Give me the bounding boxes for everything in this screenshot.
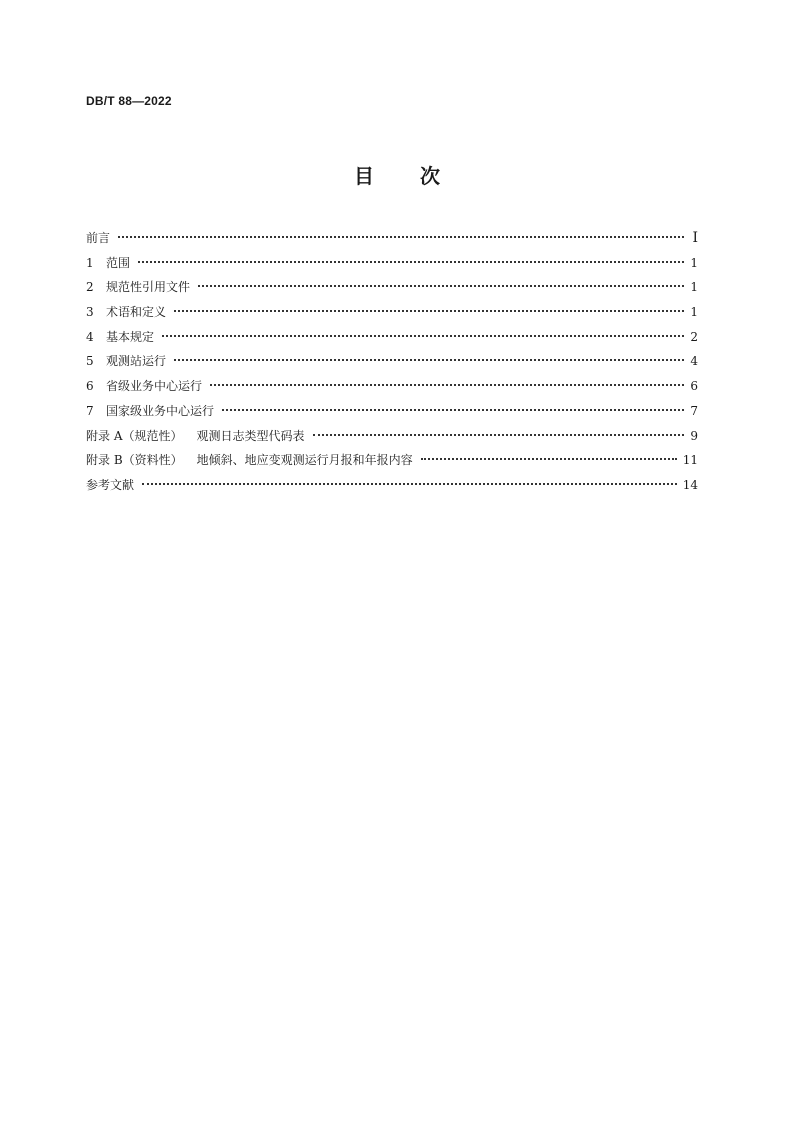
toc-entry-label: 参考文献 [86,477,135,492]
toc-entry-label: 2 规范性引用文件 [86,275,190,300]
toc-entry-normative-references[interactable] [86,275,698,300]
toc-entry-label: 6 省级业务中心运行 [86,374,202,399]
dot-leader [313,434,685,436]
table-of-contents [86,226,698,498]
toc-entry-subtitle: 观测日志类型代码表 [196,428,305,443]
toc-entry-appendix-b[interactable] [86,448,698,473]
toc-page-number: I [692,230,698,246]
toc-page-number: 7 [690,403,698,418]
dot-leader [198,285,684,287]
toc-entry-label: 1 范围 [86,251,130,276]
dot-leader [210,384,684,386]
toc-page-number: 1 [690,305,698,320]
dot-leader [142,483,677,485]
document-code: DB/T 88—2022 [86,94,172,108]
toc-page-number: 6 [690,379,698,394]
toc-page-number: 11 [682,453,698,468]
toc-title-char-1: 目 [354,164,374,188]
dot-leader [162,335,684,337]
toc-page-number: 1 [690,255,698,270]
toc-page-number: 9 [690,428,698,443]
toc-title-char-2: 次 [420,164,440,188]
dot-leader [174,359,684,361]
toc-entry-number: 2 [86,280,94,295]
toc-page-number: 2 [690,329,698,344]
toc-entry-label: 附录 A（规范性） 观测日志类型代码表 [86,428,305,443]
toc-entry-label: 前言 [86,231,111,245]
toc-entry-number: 1 [86,255,94,270]
toc-entry-subtitle: 地倾斜、地应变观测运行月报和年报内容 [196,453,413,468]
toc-page-number: 4 [690,354,698,369]
toc-entry-number: 6 [86,379,94,394]
dot-leader [118,236,684,238]
toc-entry-terms-definitions[interactable] [86,300,698,325]
dot-leader [421,458,677,460]
toc-title [0,160,794,189]
toc-entry-basic-provisions[interactable] [86,325,698,350]
dot-leader [138,261,684,263]
toc-entry-national-center[interactable] [86,399,698,424]
toc-entry-label: 7 国家级业务中心运行 [86,399,214,424]
toc-entry-scope[interactable] [86,251,698,276]
toc-entry-number: 4 [86,329,94,344]
toc-page-number: 1 [690,280,698,295]
toc-page-number: 14 [682,477,698,492]
toc-entry-bibliography[interactable] [86,473,698,498]
toc-entry-number: 7 [86,403,94,418]
toc-entry-label: 4 基本规定 [86,325,154,350]
toc-entry-label: 5 观测站运行 [86,349,166,374]
toc-entry-label: 3 术语和定义 [86,300,166,325]
toc-entry-number: 5 [86,354,94,369]
toc-entry-number: 3 [86,305,94,320]
toc-entry-provincial-center[interactable] [86,374,698,399]
dot-leader [222,409,684,411]
toc-entry-label: 附录 B（资料性） 地倾斜、地应变观测运行月报和年报内容 [86,453,413,468]
toc-entry-station-operation[interactable] [86,349,698,374]
toc-entry-foreword[interactable] [86,226,698,251]
dot-leader [174,310,684,312]
toc-entry-appendix-a[interactable] [86,424,698,449]
